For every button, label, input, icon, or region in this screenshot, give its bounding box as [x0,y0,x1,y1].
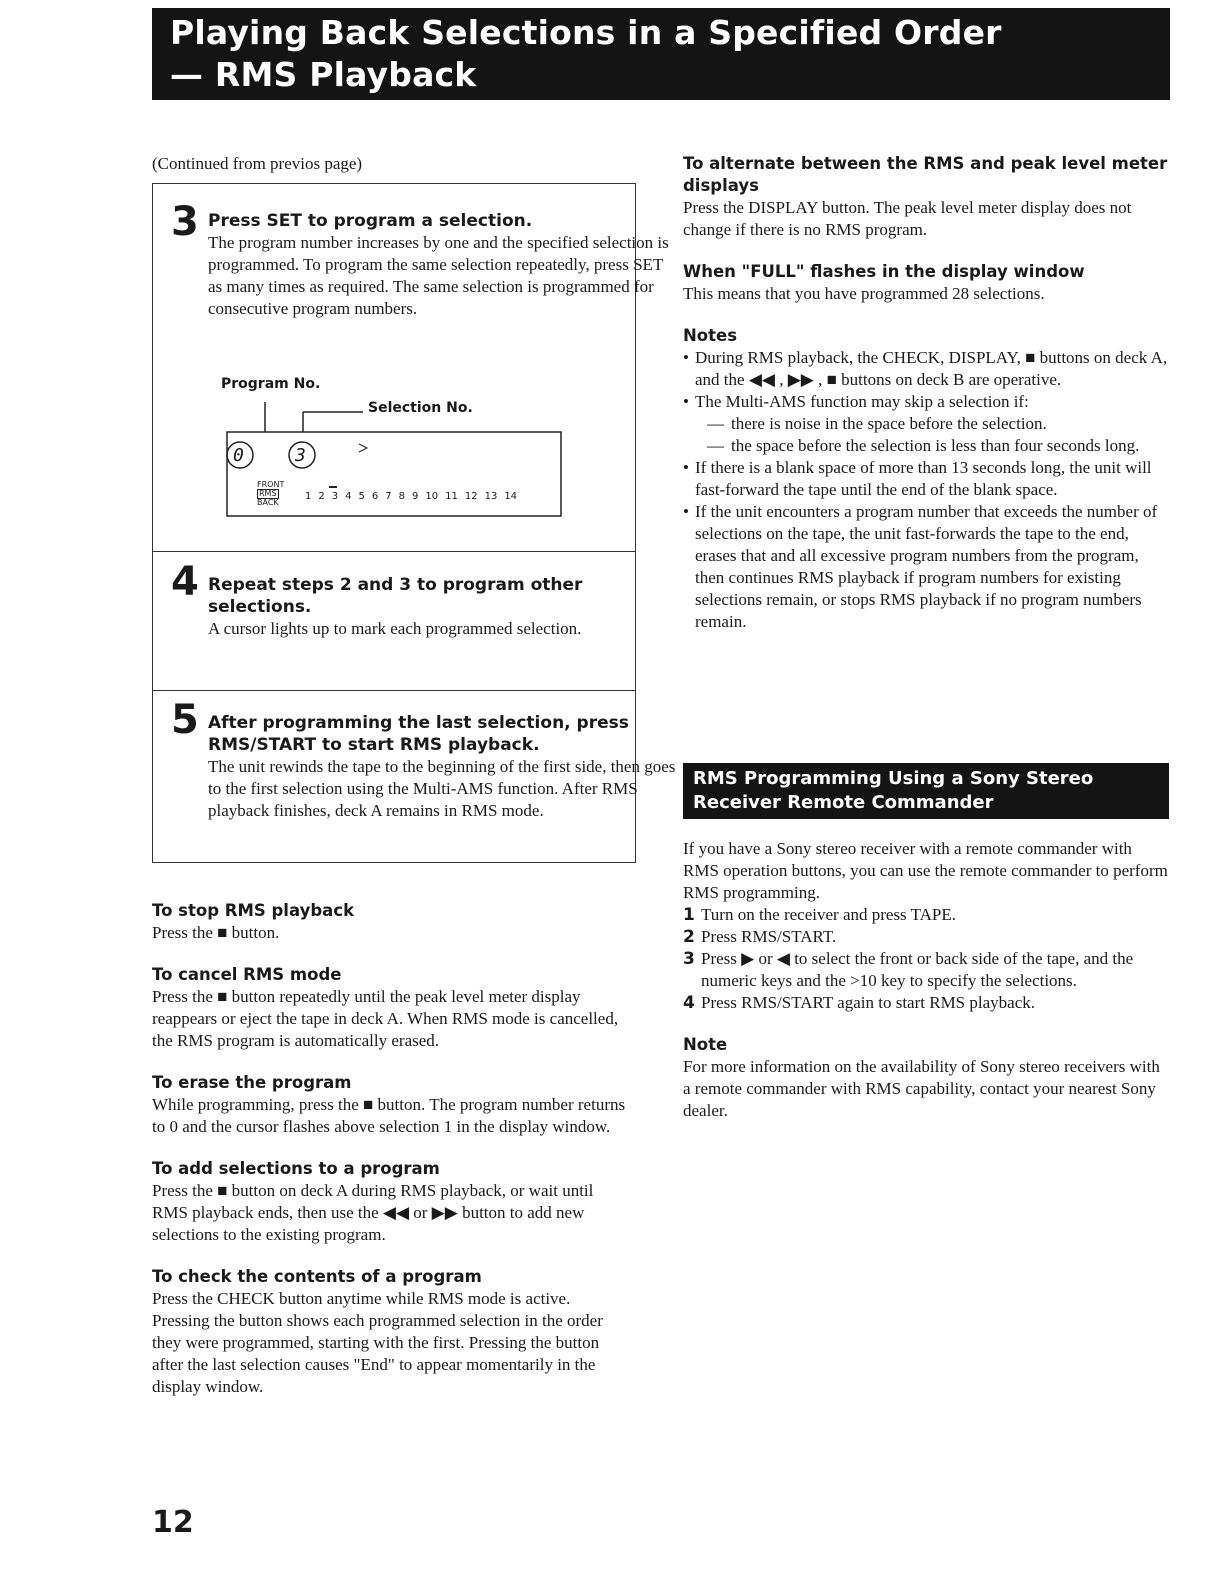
step-number: 3 [171,199,199,245]
section-text: This means that you have programmed 28 selections. [683,284,1045,303]
front-back-indicator [257,481,284,507]
notes-list [683,347,1169,633]
remote-step: 4 Press RMS/START again to start RMS playback. [683,993,1035,1013]
page-title: Playing Back Selections in a Specified Order [170,13,1002,52]
step-3 [153,196,692,320]
selection-number: 11 [445,491,458,502]
selection-number: 4 [345,491,352,502]
section-text: While programming, press the ■ button. The program number returns to 0 and the cursor flashes above selection 1 in the display window. [152,1095,626,1136]
page-title-banner [152,8,1170,100]
remote-steps [683,904,1169,1014]
step-text: The unit rewinds the tape to the beginning of the first side, then goes to the first selection using the Multi-AMS function. After RMS playback finishes, deck A remains in RMS mode. [208,757,676,820]
rms-label: RMS [259,489,277,498]
continued-note: (Continued from previos page) [152,154,363,173]
note-item: • During RMS playback, the CHECK, DISPLAY, ■ buttons on deck A, and the ◀◀ , ▶▶ , ■ buttons on deck B are operative. [683,347,1169,391]
section-text: Press the DISPLAY button. The peak level meter display does not change if there is no RMS program. [683,198,1132,239]
section-erase [152,1072,632,1138]
step-4 [153,559,692,640]
selection-number: 9 [412,491,419,502]
remote-step: 3 Press ▶ or ◀ to select the front or back side of the tape, and the numeric keys and the >10 key to specify the selections. [683,949,1134,990]
section-heading: To stop RMS playback [152,901,355,920]
note-item: • If there is a blank space of more than 13 seconds long, the unit will fast-forward the tape until the end of the blank space. [683,457,1169,501]
left-sections [152,900,632,1418]
note-item: • If the unit encounters a program number that exceeds the number of selections on the tape, the unit fast-forwards the tape to the end, erases that and all excessive program numbers from the program, then continues RMS playback if program numbers for existing selections remain, or stops RMS playback if no program numbers remain. [683,501,1169,633]
note-subitems [695,413,1169,457]
remote-step: 2 Press RMS/START. [683,927,837,947]
remote-intro: If you have a Sony stereo receiver with a remote commander with RMS operation buttons, you can use the remote commander to perform RMS programming. [683,839,1168,902]
selection-number: 5 [358,491,365,502]
selection-number: 12 [464,491,478,502]
selection-number: 6 [371,491,379,502]
step-number: 5 [171,697,199,743]
section-text: Press the ■ button repeatedly until the peak level meter display reappears or eject the tape in deck A. When RMS mode is cancelled, the RMS program is automatically erased. [152,987,619,1050]
section-full [683,261,1169,305]
section-heading: To erase the program [152,1073,352,1092]
remote-section [683,838,1169,1122]
remote-banner-line1: RMS Programming Using a Sony Stereo [693,768,1094,789]
section-text: Press the ■ button. [152,923,280,942]
step-number: 4 [171,559,199,605]
section-heading: When "FULL" flashes in the display window [683,262,1085,281]
display-window-graphic [153,364,635,544]
section-stop [152,900,632,944]
note-item-text: The Multi-AMS function may skip a selection if: [695,392,1029,411]
display-diagram [153,364,635,544]
page-number: 12 [152,1505,194,1540]
note-item [683,391,1169,457]
right-sections [683,153,1169,653]
digit-3: 3 [295,445,306,466]
digit-0: 0 [233,445,244,466]
selection-number-row [305,491,517,502]
remote-banner-line2: Receiver Remote Commander [693,792,994,813]
section-cancel [152,964,632,1052]
section-notes [683,325,1169,633]
step-text: The program number increases by one and the specified selection is programmed. To program the same selection repeatedly, press SET as many times as required. The same selection is programmed for consecutive program numbers. [208,233,669,318]
step-divider [153,690,635,691]
step-title: After programming the last selection, press RMS/START to start RMS playback. [208,713,629,755]
selection-number: 2 [318,491,325,502]
section-check [152,1266,632,1398]
steps-box [152,183,676,863]
step-title: Repeat steps 2 and 3 to program other selections. [208,575,583,617]
back-label: BACK [257,498,279,507]
selection-number: 7 [385,491,392,502]
selection-number: 10 [425,491,439,502]
section-alternate [683,153,1169,241]
section-heading: To alternate between the RMS and peak level meter displays [683,154,1168,195]
section-text: Press the ■ button on deck A during RMS playback, or wait until RMS playback ends, then use the ◀◀ or ▶▶ button to add new selections to the existing program. [152,1181,594,1244]
step-text: A cursor lights up to mark each programmed selection. [208,619,582,638]
note-text: For more information on the availability of Sony stereo receivers with a remote commander with RMS capability, contact your nearest Sony dealer. [683,1057,1160,1120]
page-subtitle: — RMS Playback [170,55,477,94]
section-heading: To add selections to a program [152,1159,440,1178]
note-subitem: — there is noise in the space before the selection. [707,413,1169,435]
section-add [152,1158,632,1246]
remote-step: 1 Turn on the receiver and press TAPE. [683,905,957,925]
section-text: Press the CHECK button anytime while RMS mode is active. Pressing the button shows each programmed selection in the order they were programmed, starting with the first. Pressing the button after the last selection causes "End" to appear momentarily in the display window. [152,1289,603,1396]
note-heading: Note [683,1035,728,1054]
cursor-mark [329,486,337,488]
front-label: FRONT [257,480,285,489]
selection-number: 14 [504,491,518,502]
remote-section-banner [683,763,1169,819]
section-heading: To cancel RMS mode [152,965,342,984]
selection-number: 1 [305,491,312,502]
selection-number: 13 [484,491,498,502]
note-subitem: — the space before the selection is less than four seconds long. [707,435,1169,457]
step-divider [153,551,635,552]
selection-number: 3 [331,491,339,502]
step-5 [153,697,692,822]
section-heading: To check the contents of a program [152,1267,482,1286]
step-title: Press SET to program a selection. [208,211,533,231]
notes-heading: Notes [683,326,738,345]
program-no-label: Program No. [221,376,321,392]
selection-number: 8 [398,491,405,502]
selection-no-label: Selection No. [368,400,473,416]
